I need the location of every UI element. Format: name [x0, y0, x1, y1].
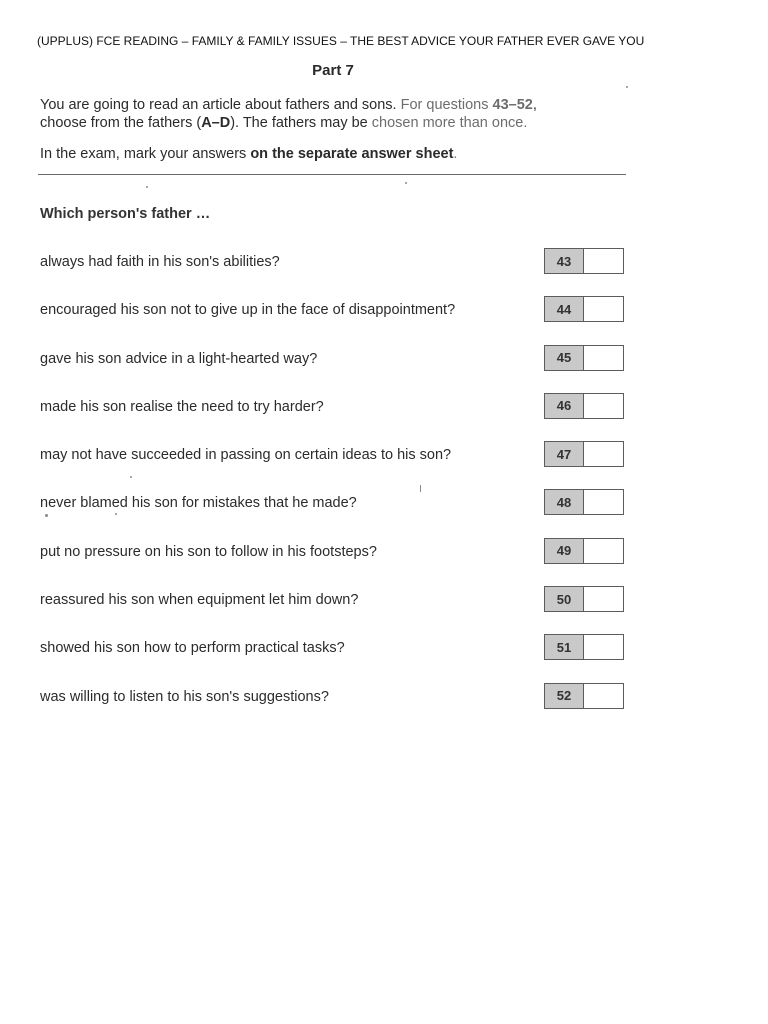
question-text: reassured his son when equipment let him down? — [40, 592, 359, 609]
question-number: 46 — [545, 394, 584, 418]
scan-speck — [420, 485, 421, 492]
question-text: may not have succeeded in passing on certain ideas to his son? — [40, 447, 452, 464]
answer-box — [544, 586, 624, 612]
answer-field[interactable] — [584, 442, 623, 466]
question-row — [0, 391, 768, 439]
question-number: 45 — [545, 346, 584, 370]
question-range: 43–52 — [492, 97, 533, 113]
question-number: 43 — [545, 249, 584, 273]
answer-field[interactable] — [584, 490, 623, 514]
question-number: 50 — [545, 587, 584, 611]
question-list — [0, 246, 768, 729]
question-number: 48 — [545, 490, 584, 514]
father-options: A–D — [201, 115, 231, 131]
question-row — [0, 632, 768, 680]
instructions-line-1-b: For questions — [396, 97, 493, 113]
answer-field[interactable] — [584, 297, 623, 321]
question-text: showed his son how to perform practical tasks? — [40, 640, 345, 657]
instructions-line-2-b: ). The fathers may be — [230, 115, 372, 131]
answer-box — [544, 296, 624, 322]
answer-box — [544, 441, 624, 467]
answer-box — [544, 538, 624, 564]
answer-field[interactable] — [584, 635, 623, 659]
document-header: (UPPLUS) FCE READING – FAMILY & FAMILY ISSUES – THE BEST ADVICE YOUR FATHER EVER GAVE YOU — [37, 34, 645, 48]
question-text: was willing to listen to his son's suggestions? — [40, 688, 329, 705]
question-row — [0, 487, 768, 535]
question-text: made his son realise the need to try harder? — [40, 398, 324, 415]
question-number: 47 — [545, 442, 584, 466]
scan-speck — [45, 514, 48, 517]
question-row — [0, 536, 768, 584]
answer-box — [544, 345, 624, 371]
question-text: gave his son advice in a light-hearted way? — [40, 350, 318, 367]
question-text: always had faith in his son's abilities? — [40, 254, 280, 270]
question-row — [0, 246, 768, 294]
part-title — [0, 62, 768, 79]
instructions-line-1-a: You are going to read an article about fathers and sons. — [40, 97, 397, 113]
divider — [38, 174, 626, 175]
instructions-line-2 — [40, 114, 600, 132]
question-number: 51 — [545, 635, 584, 659]
question-row — [0, 294, 768, 342]
answer-field[interactable] — [584, 249, 623, 273]
question-number: 49 — [545, 539, 584, 563]
answer-field[interactable] — [584, 346, 623, 370]
answer-field[interactable] — [584, 394, 623, 418]
answer-box — [544, 248, 624, 274]
question-text: never blamed his son for mistakes that he made? — [40, 495, 357, 512]
answer-box — [544, 393, 624, 419]
question-row — [0, 681, 768, 729]
question-number: 52 — [545, 684, 584, 708]
scan-speck — [626, 86, 628, 88]
scan-speck — [146, 186, 148, 188]
scan-speck — [130, 476, 132, 478]
answer-field[interactable] — [584, 539, 623, 563]
answer-box — [544, 634, 624, 660]
instructions-line-2-faint: chosen more than once. — [371, 115, 528, 131]
question-number: 44 — [545, 297, 584, 321]
instructions — [40, 96, 600, 132]
scan-speck — [405, 182, 407, 184]
question-row — [0, 584, 768, 632]
question-row — [0, 343, 768, 391]
question-row — [0, 439, 768, 487]
answer-box — [544, 683, 624, 709]
exam-note-bold: on the separate answer sheet — [250, 146, 454, 162]
exam-note-end: . — [453, 146, 458, 162]
instructions-line-1 — [40, 96, 600, 114]
instructions-line-1-c: , — [532, 97, 537, 113]
question-text: encouraged his son not to give up in the face of disappointment? — [40, 302, 456, 319]
answer-field[interactable] — [584, 587, 623, 611]
instructions-line-2-a: choose from the fathers ( — [40, 115, 202, 131]
answer-field[interactable] — [584, 684, 623, 708]
exam-note-a: In the exam, mark your answers — [40, 146, 251, 162]
answer-box — [544, 489, 624, 515]
question-text: put no pressure on his son to follow in his footsteps? — [40, 543, 377, 560]
scan-speck — [115, 513, 117, 515]
exam-note — [40, 146, 457, 162]
part-title-text: Part 7 — [312, 62, 354, 79]
question-prompt: Which person's father … — [40, 206, 211, 222]
